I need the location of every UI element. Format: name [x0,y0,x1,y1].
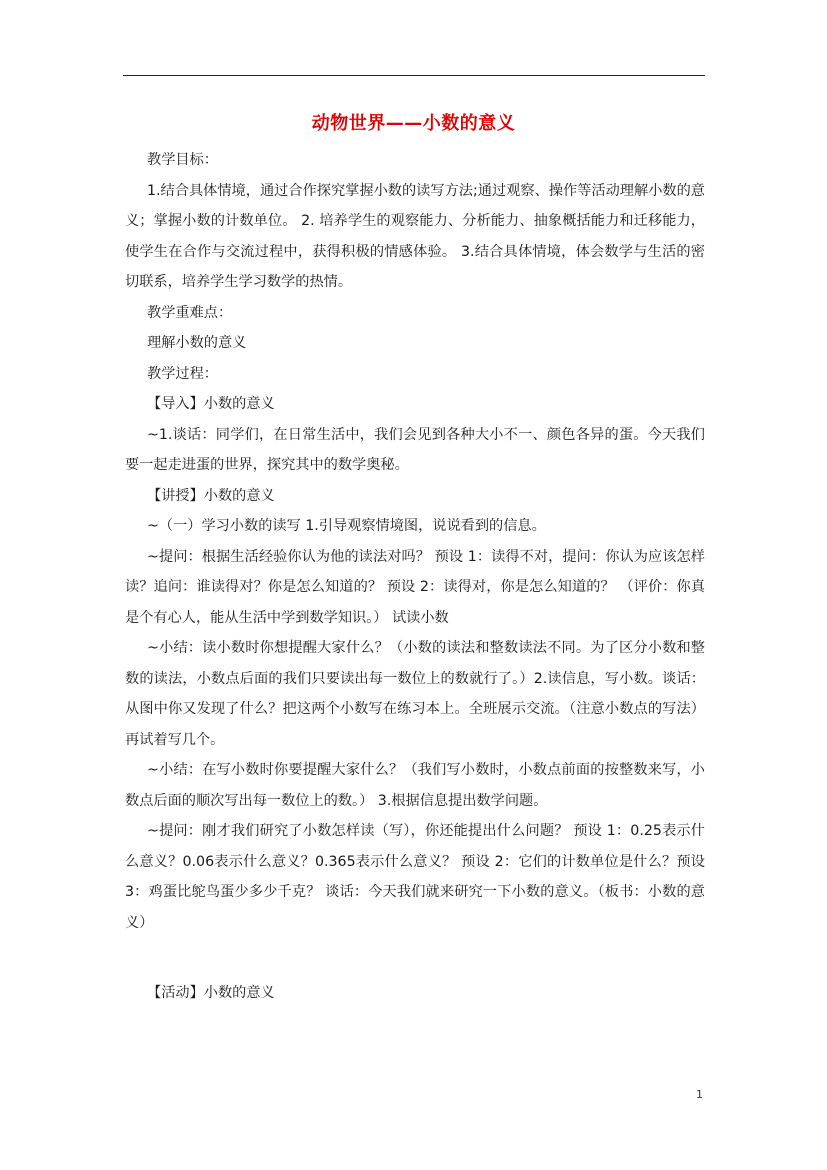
paragraph-lecture-1: ~（一）学习小数的读写 1.引导观察情境图，说说看到的信息。 [147,518,546,534]
paragraph-process-heading: 教学过程： [147,365,218,382]
section-intro-heading: 【导入】小数的意义 [147,396,275,412]
paragraph-lecture-5: ~提问：刚才我们研究了小数怎样读（写），你还能提出什么问题？ 预设 1：0.25表示什么意义？0.06表示什么意义？0.365表示什么意义？ 预设 2：它们的计数单位是什么？预设 3：鸡蛋比鸵鸟蛋少多少千克？ 谈话：今天我们就来研究一下小数的意义。（板书：小数的意义） [125,823,705,931]
document-body [125,145,705,1009]
header-rule [123,75,705,76]
paragraph-keypoints: 理解小数的意义 [147,335,247,351]
paragraph-intro: ~1.谈话：同学们，在日常生活中，我们会见到各种大小不一、颜色各异的蛋。今天我们要一起走进蛋的世界，探究其中的数学奥秘。 [125,426,705,473]
paragraph-objectives-heading: 教学目标： [147,152,218,168]
page-number: 1 [696,1088,703,1101]
paragraph-objectives: 1.结合具体情境，通过合作探究掌握小数的读写方法;通过观察、操作等活动理解小数的意义；掌握小数的计数单位。 2. 培养学生的观察能力、分析能力、抽象概括能力和迁移能力，使学生在合作与交流过程中，获得积极的情感体验。 3.结合具体情境，体会数学与生活的密切联系，培养学生学习数学的热情。 [125,182,705,290]
paragraph-lecture-3: ~小结：读小数时你想提醒大家什么？（小数的读法和整数读法不同。为了区分小数和整数的读法，小数点后面的我们只要读出每一数位上的数就行了。）2.读信息，写小数。谈话：从图中你又发现了什么？把这两个小数写在练习本上。全班展示交流。（注意小数点的写法）再试着写几个。 [125,640,705,748]
document-title: 动物世界——小数的意义 [311,113,516,134]
section-activity-heading: 【活动】小数的意义 [147,985,275,1001]
section-lecture-heading: 【讲授】小数的意义 [147,487,275,504]
paragraph-lecture-2: ~提问：根据生活经验你认为他的读法对吗？ 预设 1：读得不对，提问：你认为应该怎样读？追问：谁读得对？你是怎么知道的？ 预设 2：读得对，你是怎么知道的？ （评价：你真是个有心人，能从生活中学到数学知识。） 试读小数 [125,548,705,626]
paragraph-lecture-4: ~小结：在写小数时你要提醒大家什么？（我们写小数时，小数点前面的按整数来写，小数点后面的顺次写出每一数位上的数。） 3.根据信息提出数学问题。 [125,762,705,809]
paragraph-keypoints-heading: 教学重难点： [147,304,233,321]
